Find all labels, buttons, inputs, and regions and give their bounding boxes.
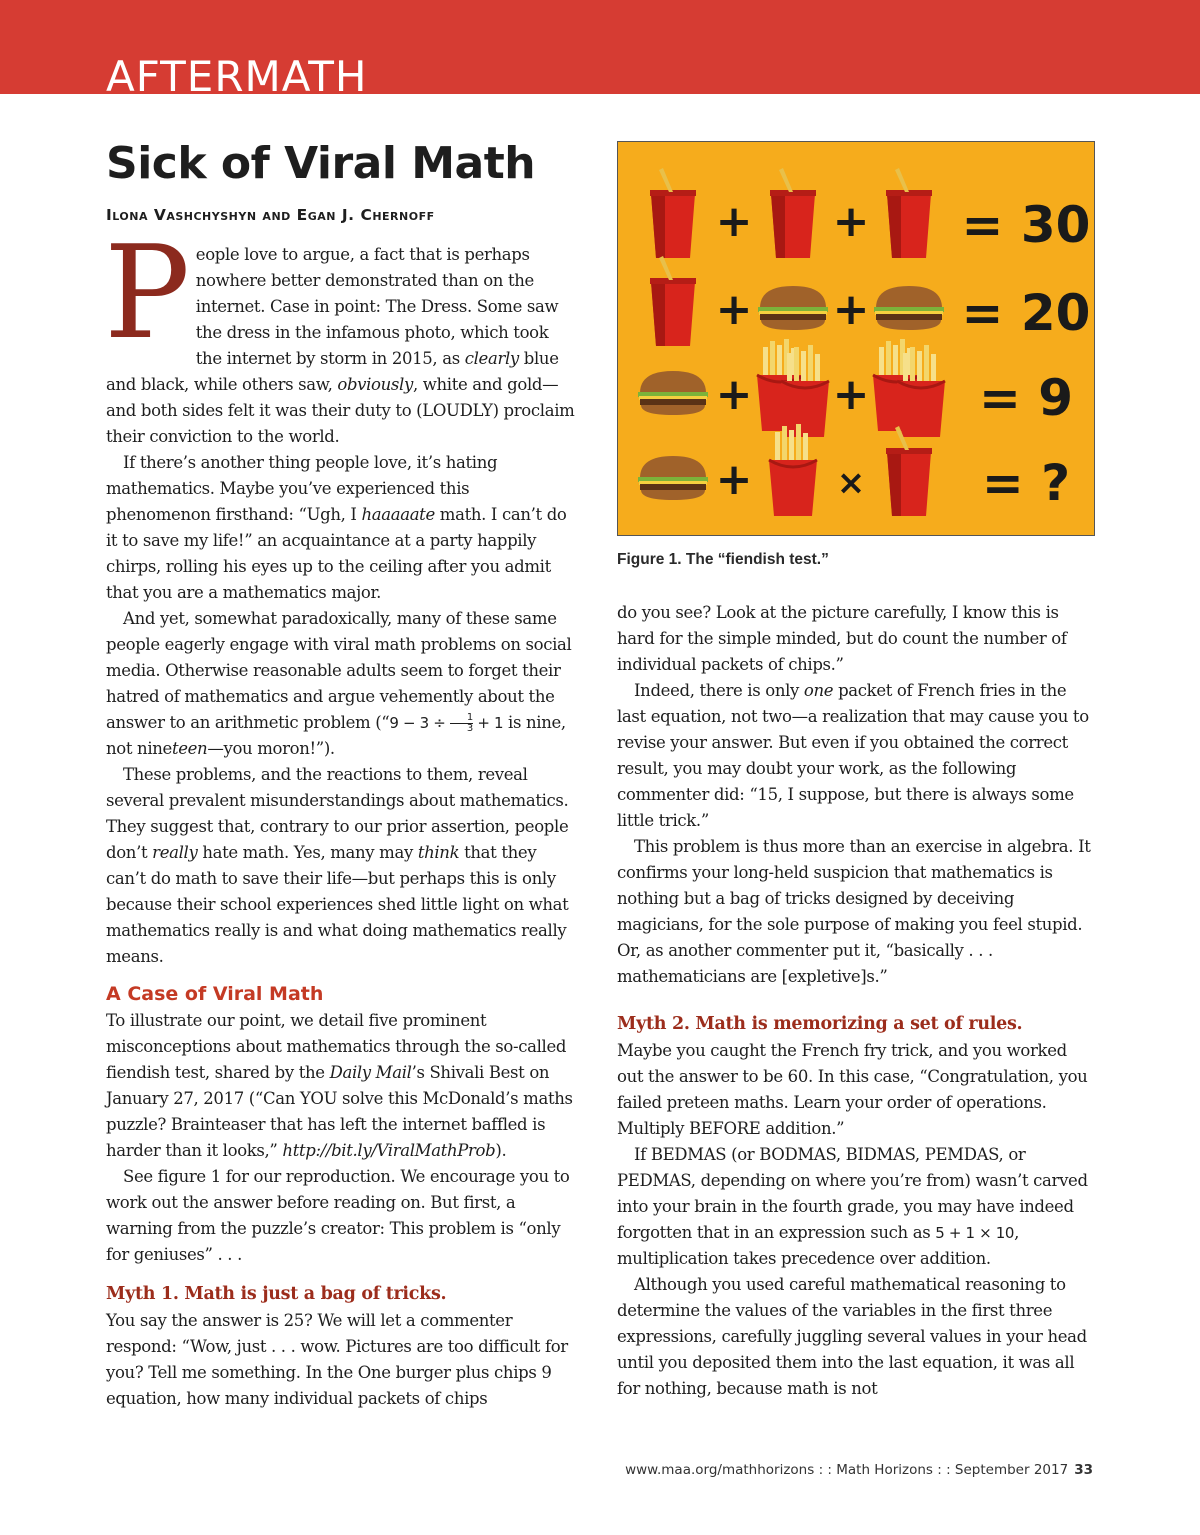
paragraph: If there’s another thing people love, it’s hating mathematics. Maybe you’ve experienced this phenomenon firsthand: “Ugh, I haaaaate math. I can’t do it to save my life!” an acquaintance at a party happily chirps, rolling his eyes up to the ceiling after you admit that you are a mathematics major. (106, 453, 567, 602)
burger-icon (758, 286, 828, 330)
paragraph-intro: People love to argue, a fact that is perhaps nowhere better demonstrated than on the internet. Case in point: The Dress. Some saw the dress in the infamous photo, which took the internet by storm in 2015, as clearly blue and black, while others saw, obviously, white and gold—and both sides felt it was their duty to (LOUDLY) proclaim their conviction to the world. (104, 219, 575, 446)
left-column (104, 219, 576, 1412)
section-heading: A Case of Viral Math (106, 983, 324, 1005)
drink-icon (770, 168, 816, 258)
burger-icon (638, 456, 708, 500)
math-expression: 5 + 1 × 10 (935, 1224, 1015, 1242)
paragraph: These problems, and the reactions to them, reveal several prevalent misunderstandings about mathematics. They suggest that, contrary to our prior assertion, people don’t really hate math. Yes, many may think that they can’t do math to save their life—but perhaps this is only because their school experiences shed little light on what mathematics really is and what doing mathematics really means. (106, 765, 569, 966)
fraction: $\frac{1}{3}$ (450, 713, 473, 734)
paragraph: To illustrate our point, we detail five prominent misconceptions about mathematics through the so-called fiendish test, shared by the Daily Mail’s Shivali Best on January 27, 2017 (“Can YOU solve this McDonald’s maths puzzle? Brainteaser that has left the internet baffled is harder than it looks,” http://bit.ly/ViralMathProb). (106, 1011, 573, 1160)
fries-icon (873, 339, 945, 437)
paragraph: This problem is thus more than an exercise in algebra. It confirms your long-held suspicion that mathematics is nothing but a bag of tricks designed by deceiving magicians, for the sole purpose of making you feel stupid. Or, as another commenter put it, “basically . . . mathematicians are [expletive]s.” (617, 837, 1091, 986)
paragraph: Maybe you caught the French fry trick, and you worked out the answer to be 60. In this case, “Congratulation, you failed preteen maths. Learn your order of operations. Multiply BEFORE addition.” (617, 1041, 1088, 1138)
plus-operator: + (715, 454, 753, 505)
drink-icon (886, 168, 932, 258)
plus-operator: + (715, 284, 753, 335)
right-column (617, 600, 1095, 1402)
section-label: AFTERMATH (106, 52, 368, 94)
equation-result: = 9 (978, 369, 1074, 427)
fries-icon (769, 424, 817, 516)
burger-icon (874, 286, 944, 330)
paragraph: You say the answer is 25? We will let a commenter respond: “Wow, just . . . wow. Pictures are too difficult for you? Tell me something. In the One burger plus chips 9 equation, how many individual packets of chips (106, 1311, 568, 1408)
section-banner (0, 0, 1200, 94)
page-footer (625, 1462, 1093, 1478)
plus-operator: + (832, 196, 870, 247)
paragraph: See figure 1 for our reproduction. We encourage you to work out the answer before reading on. But first, a warning from the puzzle’s creator: This problem is “only for geniuses” . . . (106, 1167, 570, 1264)
article-link[interactable]: http://bit.ly/ViralMathProb (282, 1141, 496, 1160)
puzzle-graphic (618, 142, 1094, 535)
paragraph: And yet, somewhat paradoxically, many of these same people eagerly engage with viral math problems on social media. Otherwise reasonable adults seem to forget their hatred of mathematics and argue vehemently about the answer to an arithmetic problem (“9 − 3 ÷ $\frac{1}{3}$ + 1 is nine, not nineteen—you moron!”). (106, 609, 572, 758)
plus-operator: + (832, 284, 870, 335)
paragraph: Although you used careful mathematical reasoning to determine the values of the variables in the first three expressions, carefully juggling several values in your head until you deposited them into the last equation, it was all for nothing, because math is not (617, 1275, 1087, 1398)
paragraph: If BEDMAS (or BODMAS, BIDMAS, PEMDAS, or PEDMAS, depending on where you’re from) wasn’t carved into your brain in the fourth grade, you may have indeed forgotten that in an expression such as 5 + 1 × 10, multiplication takes precedence over addition. (617, 1145, 1088, 1268)
equation-result: = 30 (961, 196, 1091, 254)
page-number: 33 (1074, 1462, 1093, 1478)
figure-caption: Figure 1. The “fiendish test.” (617, 551, 829, 568)
equation-result: = ? (981, 454, 1071, 512)
myth-heading: Myth 1. Math is just a bag of tricks. (106, 1284, 447, 1304)
footer-text: www.maa.org/mathhorizons : : Math Horizons : : September 2017 (625, 1462, 1069, 1478)
drop-cap: P (104, 219, 190, 368)
times-operator: × (836, 463, 866, 503)
burger-icon (638, 371, 708, 415)
equation-result: = 20 (961, 284, 1091, 342)
drink-icon (650, 168, 696, 258)
paragraph: Indeed, there is only one packet of French fries in the last equation, not two—a realization that may cause you to revise your answer. But even if you obtained the correct result, you may doubt your work, as the following commenter did: “15, I suppose, but there is always some little trick.” (617, 681, 1089, 830)
myth-heading: Myth 2. Math is memorizing a set of rules. (617, 1014, 1023, 1034)
article-title: Sick of Viral Math (106, 138, 536, 189)
math-expression: 9 − 3 ÷ $\frac{1}{3}$ + 1 (389, 712, 504, 734)
paragraph: do you see? Look at the picture carefully, I know this is hard for the simple minded, but do count the number of individual packets of chips.” (617, 603, 1067, 674)
plus-operator: + (715, 196, 753, 247)
article-authors: Ilona Vashchyshyn and Egan J. Chernoff (106, 206, 435, 224)
figure-puzzle (617, 141, 1095, 536)
drink-icon (886, 426, 932, 516)
plus-operator: + (715, 369, 753, 420)
fries-icon (757, 339, 829, 437)
drink-icon (650, 256, 696, 346)
plus-operator: + (832, 369, 870, 420)
